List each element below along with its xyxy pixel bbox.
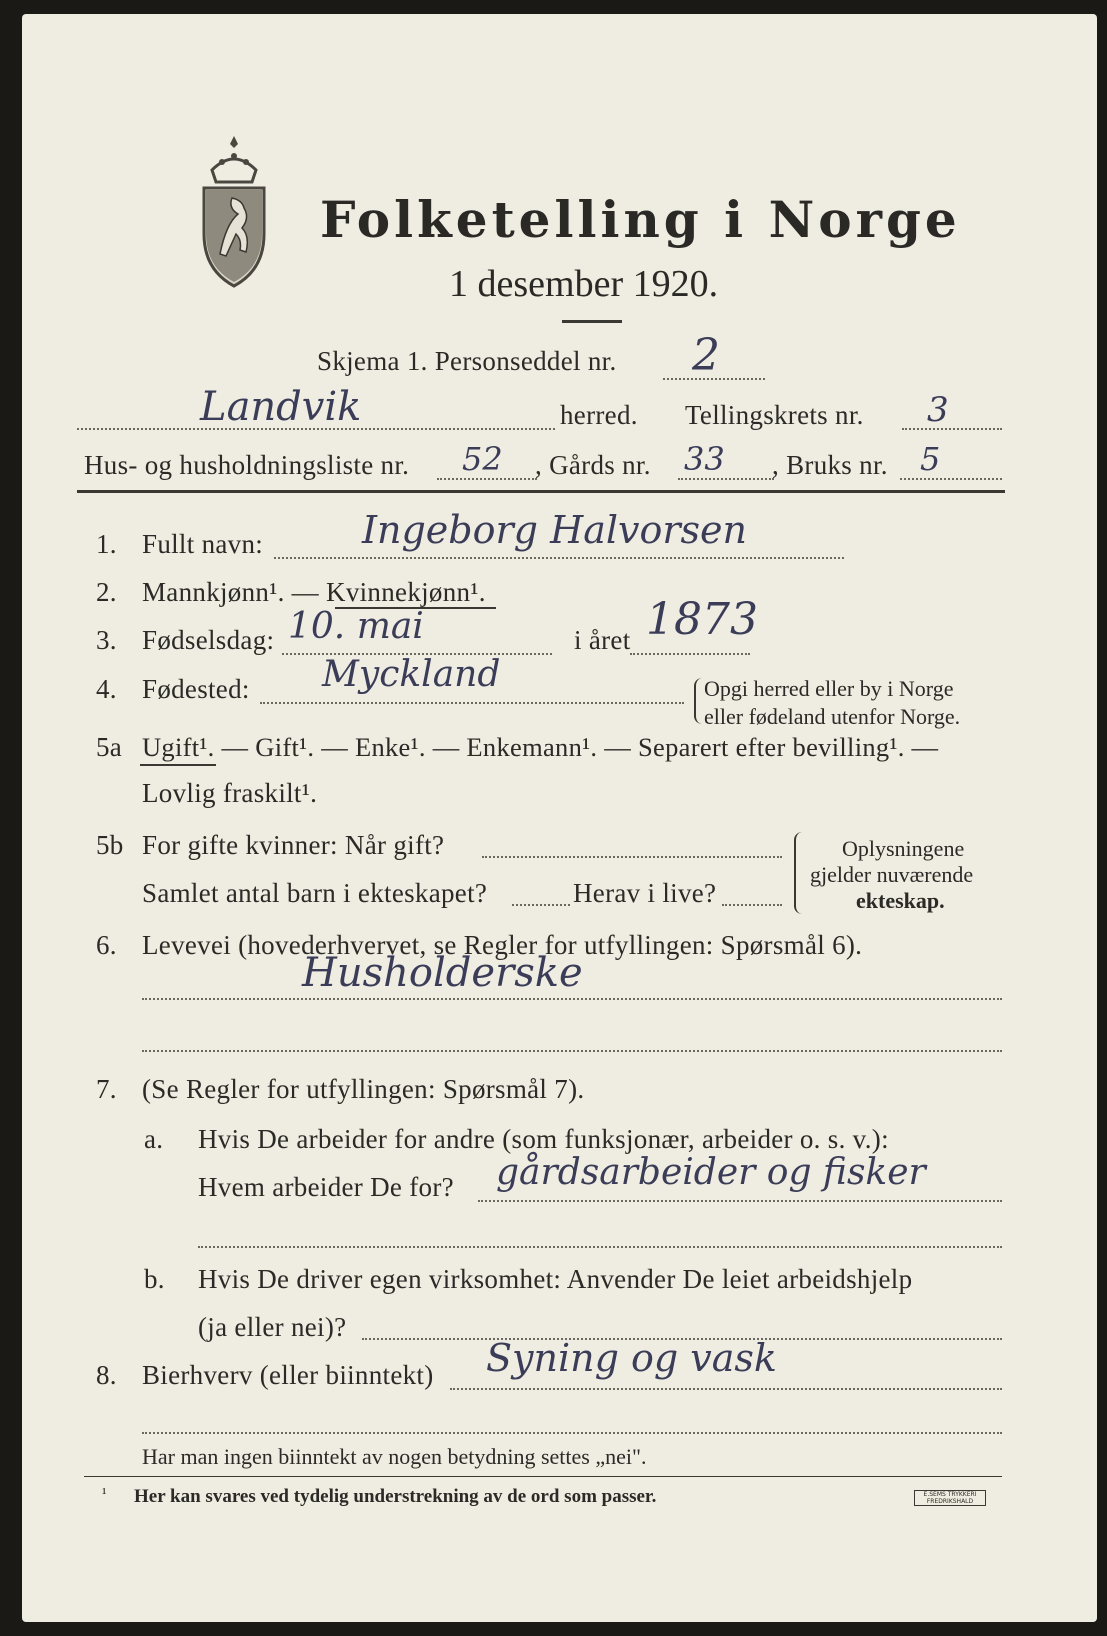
q7a-label: Hvis De arbeider for andre (som funksjonær, arbeider o. s. v.): xyxy=(198,1124,889,1154)
personseddel-nr-value[interactable]: 2 xyxy=(692,330,720,381)
q4-note-brace xyxy=(694,678,704,724)
q5b-label-3: Herav i live? xyxy=(573,878,717,908)
coat-of-arms-icon xyxy=(192,132,276,290)
bruks-nr-line xyxy=(900,478,1002,480)
q7b-letter: b. xyxy=(144,1264,165,1294)
q8-number: 8. xyxy=(96,1360,117,1390)
tellingskrets-label: Tellingskrets nr. xyxy=(685,400,864,430)
q3-year-label: i året xyxy=(574,625,631,655)
q4-number: 4. xyxy=(96,674,117,704)
herred-label: herred. xyxy=(560,400,638,430)
footnote-rule xyxy=(84,1476,1002,1477)
ugift-underline xyxy=(140,764,216,766)
q5b-note-3: ekteskap. xyxy=(856,888,945,913)
q4-note-1: Opgi herred eller by i Norge xyxy=(704,676,954,701)
q6-line-2 xyxy=(142,1050,1002,1052)
q4-note-2: eller fødeland utenfor Norge. xyxy=(704,704,961,729)
q1-line xyxy=(274,557,844,559)
bruks-label: , Bruks nr. xyxy=(772,450,888,480)
hus-nr-line xyxy=(437,478,537,480)
side-income-value[interactable]: Syning og vask xyxy=(486,1336,777,1380)
q5b-label-2: Samlet antal barn i ekteskapet? xyxy=(142,878,488,908)
gards-nr-line xyxy=(678,478,774,480)
birthday-value[interactable]: 10. mai xyxy=(288,606,424,647)
occupation-value[interactable]: Husholderske xyxy=(302,950,583,996)
q7a-letter: a. xyxy=(144,1124,164,1154)
footnote-mark: ¹ xyxy=(102,1486,107,1502)
q2-label: Mannkjønn¹. — Kvinnekjønn¹. xyxy=(142,577,486,607)
q7-number: 7. xyxy=(96,1074,117,1104)
q5b-number: 5b xyxy=(96,830,124,860)
q5b-note-brace xyxy=(794,832,804,914)
q4-label: Fødested: xyxy=(142,674,250,704)
q3-label: Fødselsdag: xyxy=(142,625,275,655)
q5b-line-1 xyxy=(482,856,782,858)
herred-value[interactable]: Landvik xyxy=(200,384,362,430)
q5a-label: Ugift¹. — Gift¹. — Enke¹. — Enkemann¹. — Separert efter bevilling¹. — xyxy=(142,732,939,762)
q5b-note-1: Oplysningene xyxy=(842,836,965,861)
q7b-label: Hvis De driver egen virksomhet: Anvender De leiet arbeidshjelp xyxy=(198,1264,913,1294)
q5b-label: For gifte kvinner: Når gift? xyxy=(142,830,445,860)
skjema-label: Skjema 1. Personseddel nr. xyxy=(317,346,617,376)
q5b-line-3 xyxy=(722,904,782,906)
q3-number: 3. xyxy=(96,625,117,655)
q6-label: Levevei (hovederhvervet, se Regler for utfyllingen: Spørsmål 6). xyxy=(142,930,863,960)
q5b-line-2 xyxy=(512,904,570,906)
hus-label: Hus- og husholdningsliste nr. xyxy=(84,450,410,480)
q5b-note-2: gjelder nuværende xyxy=(810,862,974,887)
title-divider xyxy=(562,320,622,323)
birthplace-value[interactable]: Myckland xyxy=(322,654,501,695)
q7-label: (Se Regler for utfyllingen: Spørsmål 7). xyxy=(142,1074,585,1104)
q8-line-2 xyxy=(142,1432,1002,1434)
employer-value[interactable]: gårdsarbeider og fisker xyxy=(496,1152,926,1193)
q5a-label-2: Lovlig fraskilt¹. xyxy=(142,778,318,808)
q5a-number: 5a xyxy=(96,732,123,762)
form-title: Folketelling i Norge xyxy=(320,190,961,249)
q6-number: 6. xyxy=(96,930,117,960)
footnote-text: Her kan svares ved tydelig understrekning av de ord som passer. xyxy=(134,1486,657,1507)
footer-note: Har man ingen biinntekt av nogen betydning settes „nei". xyxy=(142,1444,647,1469)
q8-label: Bierhverv (eller biinntekt) xyxy=(142,1360,434,1390)
q7b-label-2: (ja eller nei)? xyxy=(198,1312,347,1342)
q2-number: 2. xyxy=(96,577,117,607)
q8-line-1 xyxy=(450,1388,1002,1390)
q6-line-1 xyxy=(142,998,1002,1000)
q3-year-line xyxy=(630,653,750,655)
census-form-sheet xyxy=(22,14,1097,1622)
q1-number: 1. xyxy=(96,529,117,559)
gards-label: , Gårds nr. xyxy=(535,450,651,480)
hus-nr-value[interactable]: 52 xyxy=(462,440,503,478)
q7a-line-2 xyxy=(198,1246,1002,1248)
tellingskrets-line xyxy=(902,428,1002,430)
printer-stamp: E.SEMS TRYKKERI FREDRIKSHALD xyxy=(914,1490,986,1506)
q7a-label-2: Hvem arbeider De for? xyxy=(198,1172,454,1202)
gards-nr-value[interactable]: 33 xyxy=(684,440,725,478)
birth-year-value[interactable]: 1873 xyxy=(646,594,758,645)
full-name-value[interactable]: Ingeborg Halvorsen xyxy=(362,508,747,552)
header-rule xyxy=(77,490,1005,493)
census-date: 1 desember 1920. xyxy=(449,263,719,305)
q1-label: Fullt navn: xyxy=(142,529,264,559)
tellingskrets-nr-value[interactable]: 3 xyxy=(927,390,949,430)
q7a-line-1 xyxy=(478,1200,1002,1202)
q4-line xyxy=(260,702,684,704)
bruks-nr-value[interactable]: 5 xyxy=(920,440,941,478)
